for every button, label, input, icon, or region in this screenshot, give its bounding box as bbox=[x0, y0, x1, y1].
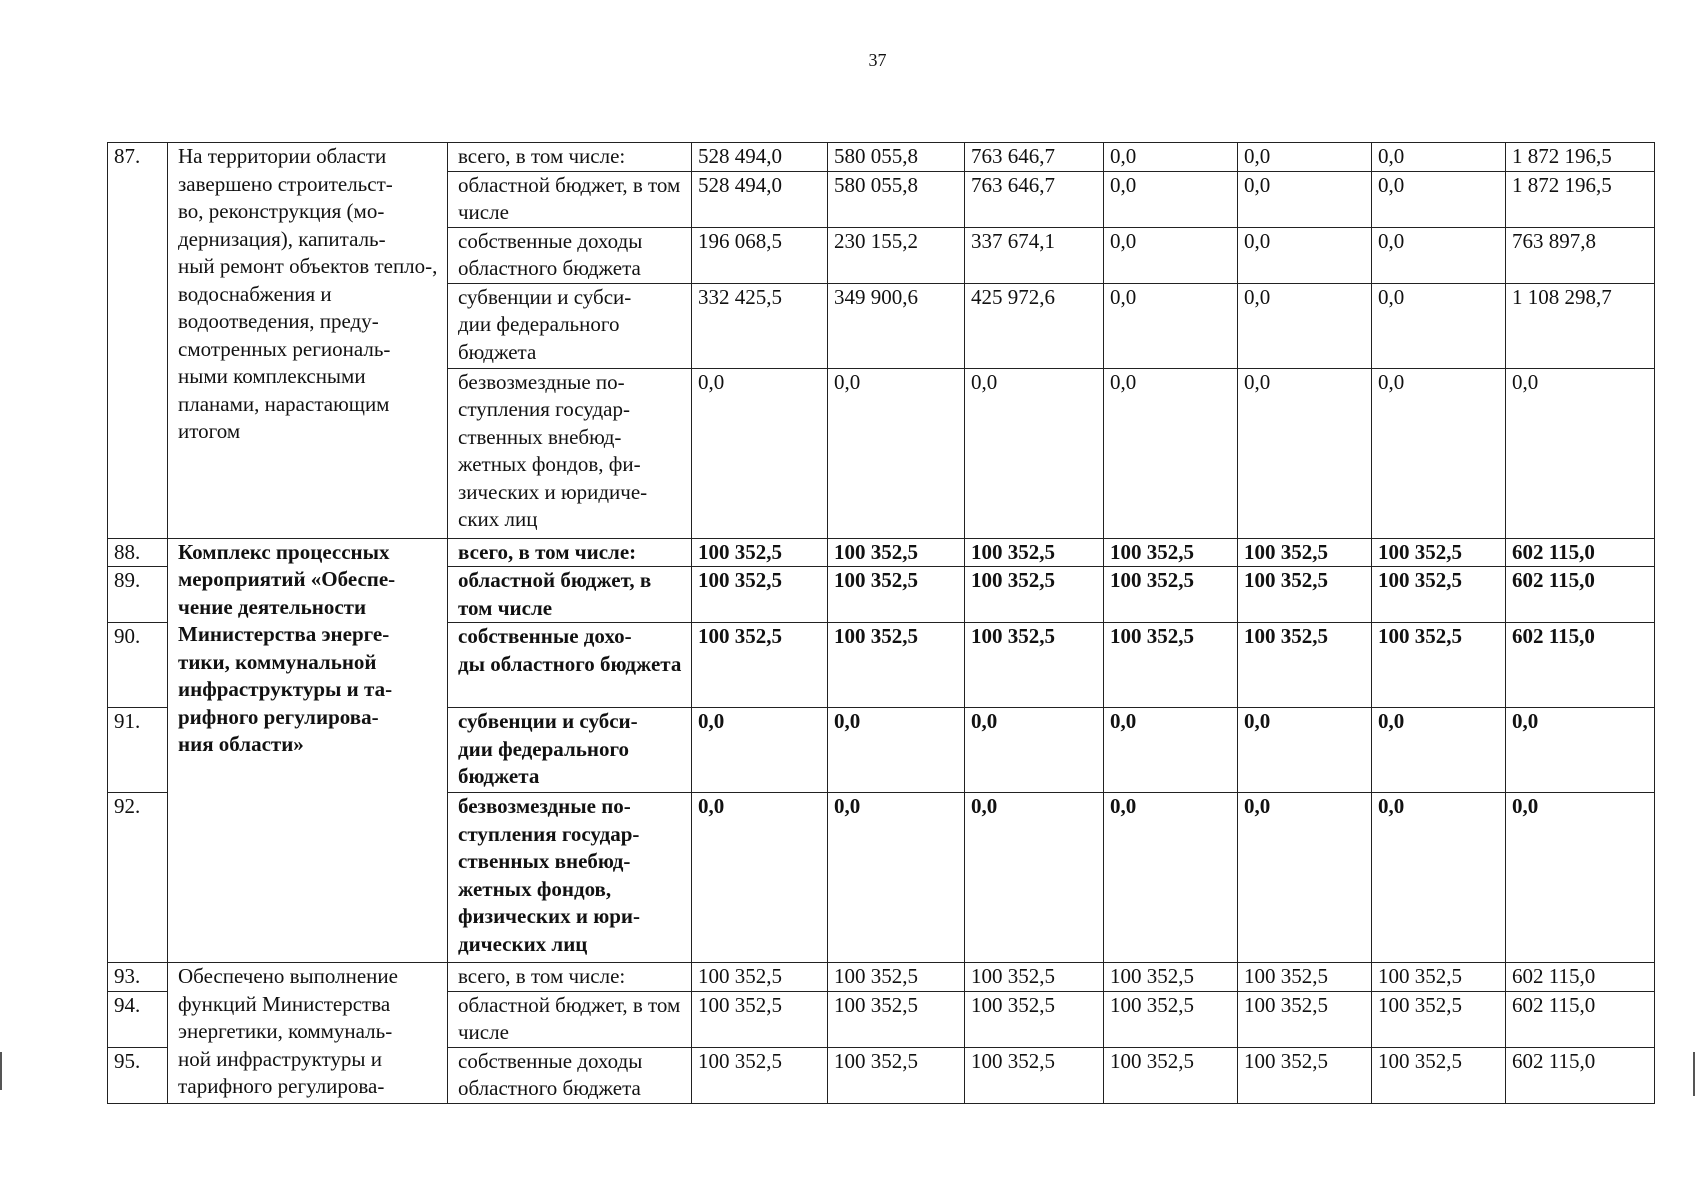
value-cell: 0,0 bbox=[1104, 708, 1238, 793]
funding-source: собственные доходы областного бюджета bbox=[448, 227, 692, 283]
value-cell: 100 352,5 bbox=[1104, 1047, 1238, 1103]
item-name: Обеспечено выполнение функций Министерства энергетики, коммуналь- ной инфраструктуры и тарифного регулирова- bbox=[168, 963, 448, 1104]
value-cell: 100 352,5 bbox=[828, 991, 965, 1047]
value-cell: 0,0 bbox=[1104, 171, 1238, 227]
value-cell: 0,0 bbox=[692, 368, 828, 538]
row-number: 90. bbox=[108, 623, 168, 708]
funding-source: собственные доходы областного бюджета bbox=[448, 1047, 692, 1103]
row-number: 91. bbox=[108, 708, 168, 793]
funding-source: субвенции и субси- дии федерального бюджета bbox=[448, 283, 692, 368]
value-cell: 0,0 bbox=[1104, 368, 1238, 538]
value-cell: 1 108 298,7 bbox=[1506, 283, 1655, 368]
value-cell: 100 352,5 bbox=[692, 623, 828, 708]
value-cell: 100 352,5 bbox=[965, 1047, 1104, 1103]
value-cell: 0,0 bbox=[1372, 368, 1506, 538]
table-row bbox=[108, 143, 1655, 172]
row-number: 95. bbox=[108, 1047, 168, 1103]
value-cell: 100 352,5 bbox=[1238, 963, 1372, 992]
value-cell: 100 352,5 bbox=[1372, 623, 1506, 708]
value-cell: 100 352,5 bbox=[1238, 1047, 1372, 1103]
funding-source: безвозмездные по- ступления государ- ственных внебюд- жетных фондов, фи- зических и юридиче- ских лиц bbox=[448, 368, 692, 538]
row-number: 87. bbox=[108, 143, 168, 539]
funding-source: субвенции и субси- дии федерального бюджета bbox=[448, 708, 692, 793]
row-number: 88. bbox=[108, 538, 168, 567]
value-cell: 0,0 bbox=[1238, 793, 1372, 963]
value-cell: 349 900,6 bbox=[828, 283, 965, 368]
budget-table bbox=[107, 142, 1655, 1104]
value-cell: 425 972,6 bbox=[965, 283, 1104, 368]
value-cell: 196 068,5 bbox=[692, 227, 828, 283]
value-cell: 0,0 bbox=[965, 708, 1104, 793]
value-cell: 100 352,5 bbox=[828, 623, 965, 708]
value-cell: 230 155,2 bbox=[828, 227, 965, 283]
funding-source: областной бюджет, в том числе bbox=[448, 567, 692, 623]
table-row bbox=[108, 538, 1655, 567]
value-cell: 100 352,5 bbox=[965, 623, 1104, 708]
value-cell: 0,0 bbox=[1506, 793, 1655, 963]
value-cell: 100 352,5 bbox=[828, 567, 965, 623]
funding-source: областной бюджет, в том числе bbox=[448, 171, 692, 227]
funding-source: областной бюджет, в том числе bbox=[448, 991, 692, 1047]
value-cell: 602 115,0 bbox=[1506, 991, 1655, 1047]
value-cell: 100 352,5 bbox=[692, 963, 828, 992]
value-cell: 100 352,5 bbox=[965, 538, 1104, 567]
value-cell: 100 352,5 bbox=[692, 567, 828, 623]
value-cell: 0,0 bbox=[1372, 171, 1506, 227]
value-cell: 0,0 bbox=[1372, 283, 1506, 368]
value-cell: 528 494,0 bbox=[692, 143, 828, 172]
funding-source: собственные дохо- ды областного бюджета bbox=[448, 623, 692, 708]
value-cell: 763 646,7 bbox=[965, 171, 1104, 227]
value-cell: 100 352,5 bbox=[1372, 963, 1506, 992]
value-cell: 0,0 bbox=[965, 368, 1104, 538]
value-cell: 100 352,5 bbox=[692, 1047, 828, 1103]
value-cell: 332 425,5 bbox=[692, 283, 828, 368]
value-cell: 0,0 bbox=[1104, 143, 1238, 172]
value-cell: 0,0 bbox=[1372, 793, 1506, 963]
value-cell: 0,0 bbox=[1238, 143, 1372, 172]
funding-source: всего, в том числе: bbox=[448, 538, 692, 567]
value-cell: 0,0 bbox=[828, 708, 965, 793]
value-cell: 100 352,5 bbox=[1238, 567, 1372, 623]
value-cell: 0,0 bbox=[692, 793, 828, 963]
row-number: 94. bbox=[108, 991, 168, 1047]
value-cell: 0,0 bbox=[1104, 283, 1238, 368]
value-cell: 0,0 bbox=[692, 708, 828, 793]
value-cell: 100 352,5 bbox=[1238, 991, 1372, 1047]
value-cell: 100 352,5 bbox=[828, 538, 965, 567]
value-cell: 602 115,0 bbox=[1506, 1047, 1655, 1103]
value-cell: 100 352,5 bbox=[828, 1047, 965, 1103]
scan-margin-mark bbox=[0, 1052, 2, 1090]
row-number: 89. bbox=[108, 567, 168, 623]
value-cell: 580 055,8 bbox=[828, 171, 965, 227]
value-cell: 1 872 196,5 bbox=[1506, 143, 1655, 172]
table-row bbox=[108, 963, 1655, 992]
funding-source: всего, в том числе: bbox=[448, 143, 692, 172]
value-cell: 763 646,7 bbox=[965, 143, 1104, 172]
value-cell: 528 494,0 bbox=[692, 171, 828, 227]
value-cell: 100 352,5 bbox=[1104, 538, 1238, 567]
value-cell: 602 115,0 bbox=[1506, 623, 1655, 708]
value-cell: 337 674,1 bbox=[965, 227, 1104, 283]
value-cell: 100 352,5 bbox=[1372, 1047, 1506, 1103]
value-cell: 0,0 bbox=[1104, 227, 1238, 283]
value-cell: 0,0 bbox=[828, 368, 965, 538]
value-cell: 0,0 bbox=[1238, 171, 1372, 227]
page-number: 37 bbox=[868, 50, 887, 70]
value-cell: 0,0 bbox=[1372, 708, 1506, 793]
value-cell: 0,0 bbox=[1238, 227, 1372, 283]
row-number: 92. bbox=[108, 793, 168, 963]
value-cell: 1 872 196,5 bbox=[1506, 171, 1655, 227]
value-cell: 602 115,0 bbox=[1506, 567, 1655, 623]
value-cell: 0,0 bbox=[1104, 793, 1238, 963]
value-cell: 100 352,5 bbox=[1238, 623, 1372, 708]
value-cell: 0,0 bbox=[1238, 283, 1372, 368]
value-cell: 100 352,5 bbox=[965, 991, 1104, 1047]
value-cell: 0,0 bbox=[828, 793, 965, 963]
value-cell: 100 352,5 bbox=[1104, 623, 1238, 708]
value-cell: 100 352,5 bbox=[1372, 538, 1506, 567]
value-cell: 100 352,5 bbox=[1104, 963, 1238, 992]
value-cell: 0,0 bbox=[1238, 368, 1372, 538]
value-cell: 100 352,5 bbox=[965, 567, 1104, 623]
value-cell: 100 352,5 bbox=[965, 963, 1104, 992]
value-cell: 580 055,8 bbox=[828, 143, 965, 172]
value-cell: 100 352,5 bbox=[1372, 567, 1506, 623]
value-cell: 0,0 bbox=[1506, 368, 1655, 538]
value-cell: 100 352,5 bbox=[828, 963, 965, 992]
value-cell: 602 115,0 bbox=[1506, 538, 1655, 567]
value-cell: 0,0 bbox=[1372, 227, 1506, 283]
scan-margin-mark bbox=[1693, 1052, 1695, 1096]
value-cell: 0,0 bbox=[1372, 143, 1506, 172]
value-cell: 0,0 bbox=[1238, 708, 1372, 793]
value-cell: 0,0 bbox=[1506, 708, 1655, 793]
funding-source: всего, в том числе: bbox=[448, 963, 692, 992]
value-cell: 100 352,5 bbox=[1104, 991, 1238, 1047]
value-cell: 100 352,5 bbox=[1372, 991, 1506, 1047]
value-cell: 100 352,5 bbox=[1104, 567, 1238, 623]
item-name: Комплекс процессных мероприятий «Обеспе- чение деятельности Министерства энерге- тики, коммунальной инфраструктуры и та- рифного регулирова- ния области» bbox=[168, 538, 448, 963]
value-cell: 100 352,5 bbox=[692, 991, 828, 1047]
value-cell: 0,0 bbox=[965, 793, 1104, 963]
item-name: На территории области завершено строительст- во, реконструкция (мо- дернизация), капиталь- ный ремонт объектов тепло-, водоснабжения и водоотведения, преду- смотренных региональ- ными комплексными планами, нарастающим итогом bbox=[168, 143, 448, 539]
funding-source: безвозмездные по- ступления государ- ственных внебюд- жетных фондов, физических и юри- дических лиц bbox=[448, 793, 692, 963]
value-cell: 602 115,0 bbox=[1506, 963, 1655, 992]
value-cell: 100 352,5 bbox=[692, 538, 828, 567]
value-cell: 763 897,8 bbox=[1506, 227, 1655, 283]
row-number: 93. bbox=[108, 963, 168, 992]
value-cell: 100 352,5 bbox=[1238, 538, 1372, 567]
